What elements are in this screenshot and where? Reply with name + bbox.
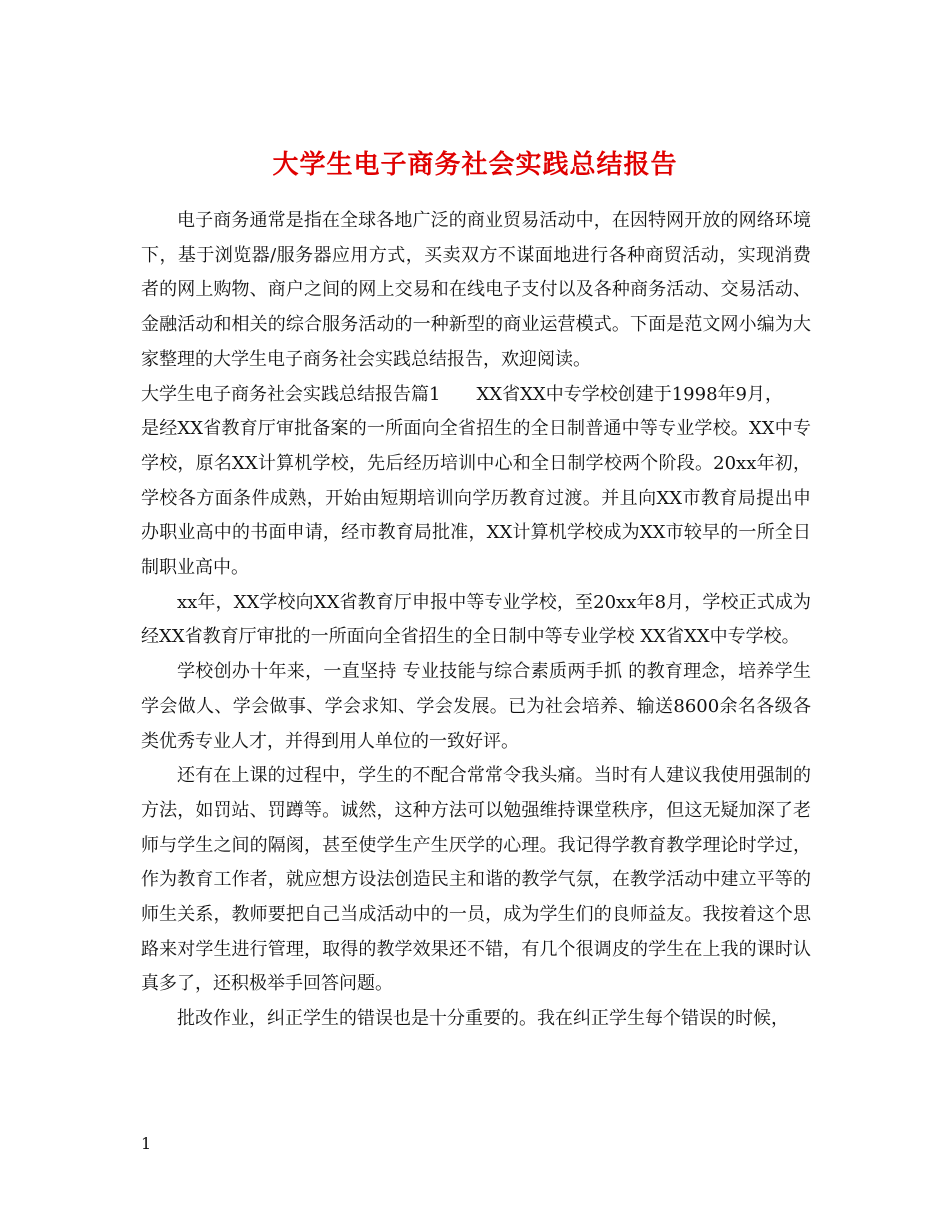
section-heading: 大学生电子商务社会实践总结报告篇1	[141, 383, 441, 405]
section-paragraph-1: 是经XX省教育厅审批备案的一所面向全省招生的全日制普通中等专业学校。XX中专学校，原名XX计算机学校，先后经历培训中心和全日制学校两个阶段。20xx年初，学校各方面条件成熟，开始由短期培训向学历教育过渡。并且向XX市教育局提出申办职业高中的书面申请，经市教育局批准，XX计算机学校成为XX市较早的一所全日制职业高中。	[141, 418, 811, 579]
section-paragraph-5: 批改作业，纠正学生的错误也是十分重要的。我在纠正学生每个错误的时候，	[177, 1008, 789, 1030]
document-body	[141, 204, 811, 1037]
section-paragraph-3: 学校创办十年来，一直坚持 专业技能与综合素质两手抓 的教育理念，培养学生学会做人、学会做事、学会求知、学会发展。已为社会培养、输送8600余名各级各类优秀专业人才，并得到用人单位的一致好评。	[141, 661, 811, 752]
section-paragraph-4: 还有在上课的过程中，学生的不配合常常令我头痛。当时有人建议我使用强制的方法，如罚站、罚蹲等。诚然，这种方法可以勉强维持课堂秩序，但这无疑加深了老师与学生之间的隔阂，甚至使学生产生厌学的心理。我记得学教育教学理论时学过，作为教育工作者，就应想方设法创造民主和谐的教学气氛，在教学活动中建立平等的师生关系，教师要把自己当成活动中的一员，成为学生们的良师益友。我按着这个思路来对学生进行管理，取得的教学效果还不错，有几个很调皮的学生在上我的课时认真多了，还积极举手回答问题。	[141, 765, 811, 995]
page-number: 1	[141, 1134, 152, 1153]
section-heading-line	[141, 378, 811, 413]
section-paragraph-2: xx年，XX学校向XX省教育厅申报中等专业学校，至20xx年8月，学校正式成为经XX省教育厅审批的一所面向全省招生的全日制中等专业学校 XX省XX中专学校。	[141, 591, 811, 648]
intro-paragraph: 电子商务通常是指在全球各地广泛的商业贸易活动中，在因特网开放的网络环境下，基于浏览器/服务器应用方式，买卖双方不谋面地进行各种商贸活动，实现消费者的网上购物、商户之间的网上交易和在线电子支付以及各种商务活动、交易活动、金融活动和相关的综合服务活动的一种新型的商业运营模式。下面是范文网小编为大家整理的大学生电子商务社会实践总结报告，欢迎阅读。	[141, 210, 811, 370]
section-first-line: XX省XX中专学校创建于1998年9月，	[476, 383, 783, 405]
document-title: 大学生电子商务社会实践总结报告	[272, 150, 678, 181]
